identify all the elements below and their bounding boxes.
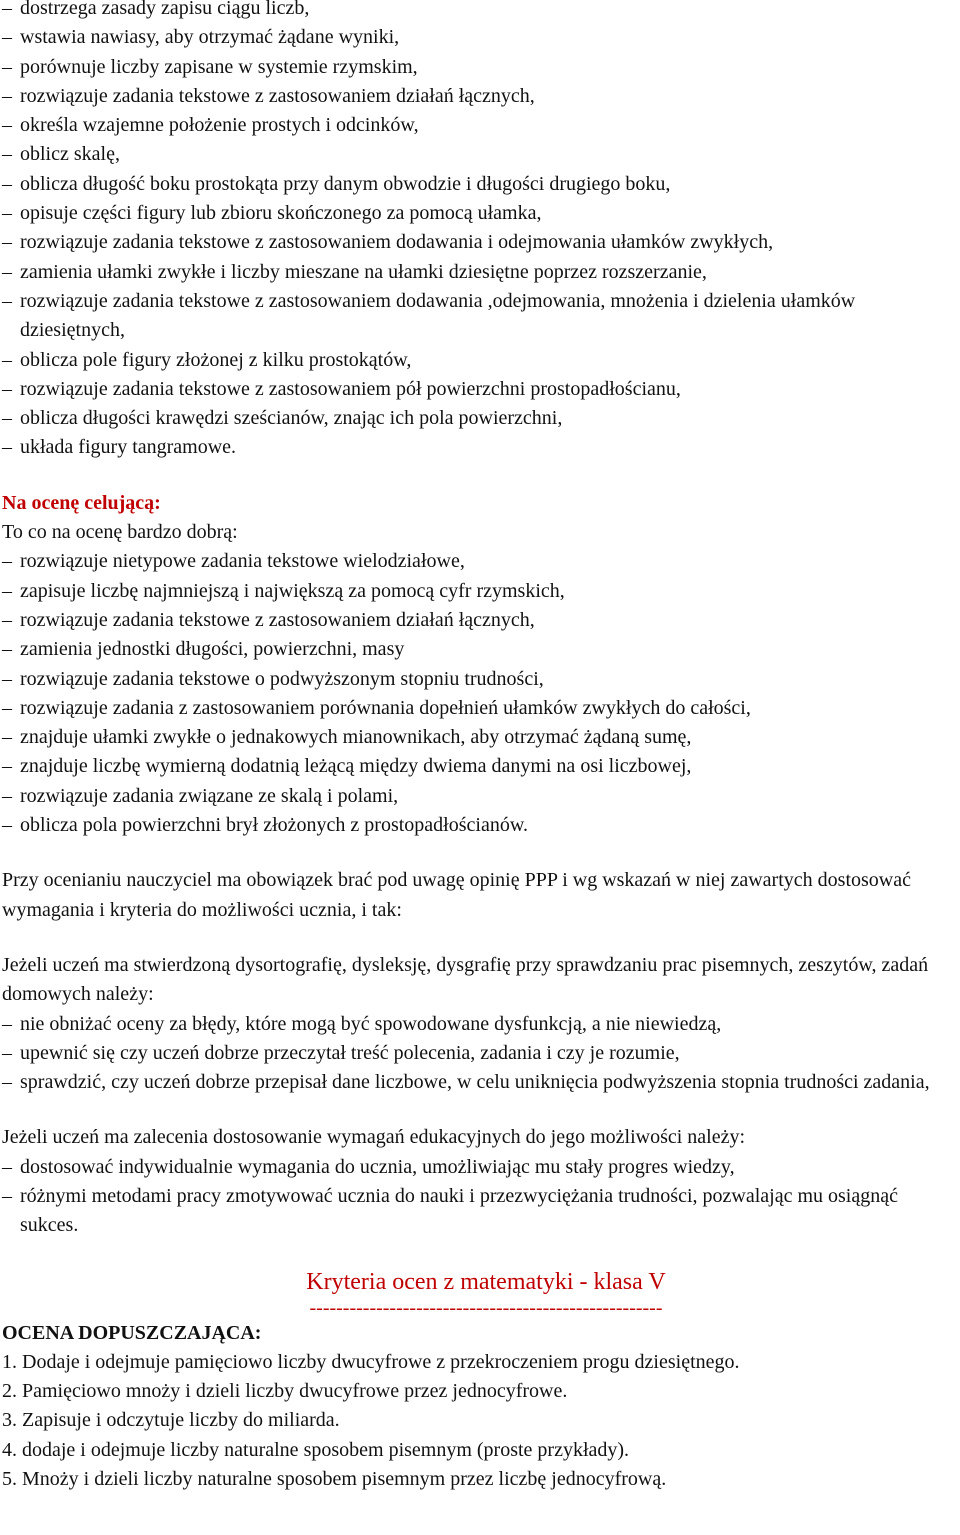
zalecenia-list (2, 1153, 960, 1241)
zalecenia-intro: Jeżeli uczeń ma zalecenia dostosowanie wymagań edukacyjnych do jego możliwości należy: (2, 1126, 746, 1149)
list-item: – upewnić się czy uczeń dobrze przeczytał treść polecenia, zadania i czy je rozumie, (2, 1039, 960, 1068)
list-item: – znajduje liczbę wymierną dodatnią leżącą między dwiema danymi na osi liczbowej, (2, 752, 960, 781)
list-item: – wstawia nawiasy, aby otrzymać żądane wyniki, (2, 23, 960, 52)
list-item: – różnymi metodami pracy zmotywować ucznia do nauki i przezwyciężania trudności, pozwalając mu osiągnąć sukces. (2, 1182, 960, 1241)
list-item: – oblicza długości krawędzi sześcianów, znając ich pola powierzchni, (2, 404, 960, 433)
list-item: – rozwiązuje zadania tekstowe z zastosowaniem pół powierzchni prostopadłościanu, (2, 375, 960, 404)
celujaca-heading: Na ocenę celującą: (2, 491, 161, 514)
list-item: 1. Dodaje i odejmuje pamięciowo liczby dwucyfrowe z przekroczeniem progu dziesiętnego. (2, 1350, 740, 1373)
list-item: – zapisuje liczbę najmniejszą i największą za pomocą cyfr rzymskich, (2, 577, 960, 606)
list-item: – rozwiązuje zadania tekstowe o podwyższonym stopniu trudności, (2, 665, 960, 694)
title-divider: ----------------------------------------------------- (309, 1296, 663, 1319)
list-item: – rozwiązuje zadania tekstowe z zastosowaniem dodawania ,odejmowania, mnożenia i dzielenia ułamków dziesiętnych, (2, 287, 960, 346)
list-item: 5. Mnoży i dzieli liczby naturalne sposobem pisemnym przez liczbę jednocyfrową. (2, 1468, 667, 1491)
list-item: – określa wzajemne położenie prostych i odcinków, (2, 111, 960, 140)
requirements-list-1 (2, 0, 960, 463)
list-item: – rozwiązuje zadania tekstowe z zastosowaniem działań łącznych, (2, 606, 960, 635)
celujaca-intro: To co na ocenę bardzo dobrą: (2, 521, 238, 544)
list-item: – rozwiązuje nietypowe zadania tekstowe wielodziałowe, (2, 547, 960, 576)
list-item: 3. Zapisuje i odczytuje liczby do miliarda. (2, 1409, 340, 1432)
list-item: – rozwiązuje zadania związane ze skalą i polami, (2, 782, 960, 811)
kryteria-title: Kryteria ocen z matematyki - klasa V (306, 1268, 666, 1295)
list-item: – oblicza długość boku prostokąta przy danym obwodzie i długości drugiego boku, (2, 170, 960, 199)
list-item: – rozwiązuje zadania z zastosowaniem porównania dopełnień ułamków zwykłych do całości, (2, 694, 960, 723)
list-item: – oblicz skalę, (2, 140, 960, 169)
list-item: – nie obniżać oceny za błędy, które mogą być spowodowane dysfunkcją, a nie niewiedzą, (2, 1010, 960, 1039)
list-item: – zamienia ułamki zwykłe i liczby mieszane na ułamki dziesiętne poprzez rozszerzanie, (2, 258, 960, 287)
list-item: – zamienia jednostki długości, powierzchni, masy (2, 635, 960, 664)
list-item: – porównuje liczby zapisane w systemie rzymskim, (2, 53, 960, 82)
requirements-list-celujaca (2, 547, 960, 840)
kryteria-list (2, 1348, 960, 1494)
list-item: – dostrzega zasady zapisu ciągu liczb, (2, 0, 960, 23)
list-item: – opisuje części figury lub zbioru skończonego za pomocą ułamka, (2, 199, 960, 228)
list-item: – układa figury tangramowe. (2, 433, 960, 462)
list-item: – oblicza pole figury złożonej z kilku prostokątów, (2, 346, 960, 375)
list-item: – oblicza pola powierzchni brył złożonych z prostopadłościanów. (2, 811, 960, 840)
list-item: 2. Pamięciowo mnoży i dzieli liczby dwucyfrowe przez jednocyfrowe. (2, 1380, 568, 1403)
list-item: – znajduje ułamki zwykłe o jednakowych mianownikach, aby otrzymać żądaną sumę, (2, 723, 960, 752)
list-item: – dostosować indywidualnie wymagania do ucznia, umożliwiając mu stały progres wiedzy, (2, 1153, 960, 1182)
list-item: 4. dodaje i odejmuje liczby naturalne sposobem pisemnym (proste przykłady). (2, 1438, 630, 1461)
list-item: – rozwiązuje zadania tekstowe z zastosowaniem dodawania i odejmowania ułamków zwykłych, (2, 228, 960, 257)
list-item: – rozwiązuje zadania tekstowe z zastosowaniem działań łącznych, (2, 82, 960, 111)
grade-heading-dopuszczajaca: OCENA DOPUSZCZAJĄCA: (2, 1321, 262, 1344)
dys-list (2, 1010, 960, 1098)
dys-intro: Jeżeli uczeń ma stwierdzoną dysortografię, dysleksję, dysgrafię przy sprawdzaniu prac pisemnych, zeszytów, zadań domowych należy: (2, 953, 929, 1006)
list-item: – sprawdzić, czy uczeń dobrze przepisał dane liczbowe, w celu uniknięcia podwyższenia stopnia trudności zadania, (2, 1068, 960, 1097)
ppp-paragraph: Przy ocenianiu nauczyciel ma obowiązek brać pod uwagę opinię PPP i wg wskazań w niej zawartych dostosować wymagania i kryteria do możliwości ucznia, i tak: (2, 869, 911, 921)
